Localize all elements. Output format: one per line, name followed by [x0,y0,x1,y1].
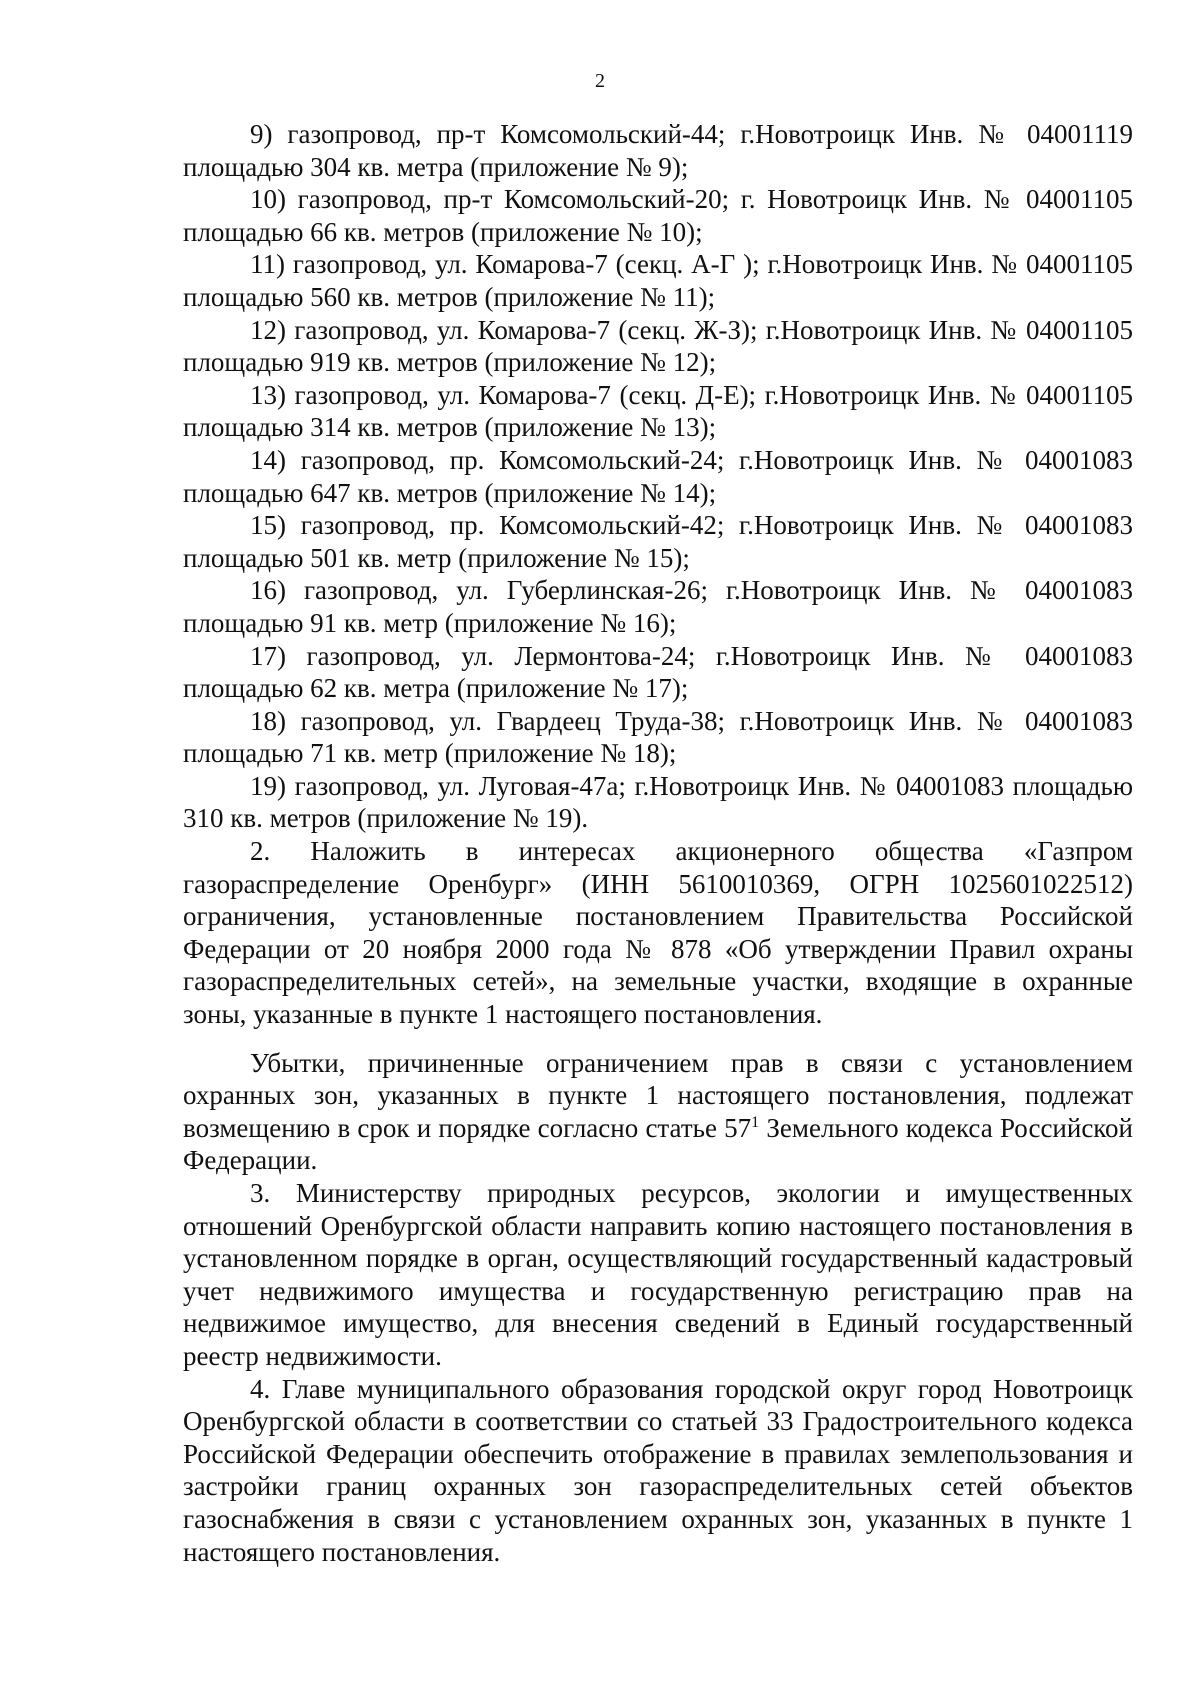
losses-text: Убытки, причиненные ограничением прав в связи с установлением охранных зон, указанных в пункте 1 настоящего постановления, подлежат возмещению в срок и порядке согласно статье 57 [183,1047,1133,1143]
list-item-9: 9) газопровод, пр-т Комсомольский-44; г.Новотроицк Инв. № 04001119 площадью 304 кв. метра (приложение № 9); [183,119,1133,182]
clause-3: 3. Министерству природных ресурсов, экологии и имущественных отношений Оренбургской области направить копию настоящего постановления в установленном порядке в орган, осуществляющий государственный кадастровый учет недвижимого имущества и государственную регистрацию прав на недвижимое имущество, для внесения сведений в Единый государственный реестр недвижимости. [183,1178,1133,1371]
list-item-10: 10) газопровод, пр-т Комсомольский-20; г. Новотроицк Инв. № 04001105 площадью 66 кв. метров (приложение № 10); [183,184,1133,247]
losses-paragraph [183,1047,1133,1177]
list-item-11: 11) газопровод, ул. Комарова-7 (секц. А-Г ); г.Новотроицк Инв. № 04001105 площадью 560 кв. метров (приложение № 11); [183,249,1133,312]
list-item-13: 13) газопровод, ул. Комарова-7 (секц. Д-Е); г.Новотроицк Инв. № 04001105 площадью 314 кв. метров (приложение № 13); [183,379,1133,443]
list-item-19: 19) газопровод, ул. Луговая-47а; г.Новотроицк Инв. № 04001083 площадью 310 кв. метров (приложение № 19). [183,770,1133,834]
list-item-12: 12) газопровод, ул. Комарова-7 (секц. Ж-З); г.Новотроицк Инв. № 04001105 площадью 919 кв. метров (приложение № 12); [183,314,1133,378]
losses-text-end: Земельного кодекса Российской Федерации. [183,1112,1134,1176]
page-number: 2 [595,70,605,92]
clause-4: 4. Главе муниципального образования городской округ город Новотроицк Оренбургской области в соответствии со статьей 33 Градостроительного кодекса Российской Федерации обеспечить отображение в правилах землепользования и застройки границ охранных зон газораспределительных сетей объектов газоснабжения в связи с установлением охранных зон, указанных в пункте 1 настоящего постановления. [183,1373,1133,1567]
list-item-17: 17) газопровод, ул. Лермонтова-24; г.Новотроицк Инв. № 04001083 площадью 62 кв. метра (приложение № 17); [183,640,1133,704]
document-body [183,118,1133,1568]
list-item-18: 18) газопровод, ул. Гвардеец Труда-38; г.Новотроицк Инв. № 04001083 площадью 71 кв. метр (приложение № 18); [183,705,1133,769]
clause-2: 2. Наложить в интересах акционерного общества «Газпром газораспределение Оренбург» (ИНН 5610010369, ОГРН 1025601022512) ограничения, установленные постановлением Правительства Российской Федерации от 20 ноября 2000 года № 878 «Об утверждении Правил охраны газораспределительных сетей», на земельные участки, входящие в охранные зоны, указанные в пункте 1 настоящего постановления. [183,836,1133,1030]
list-item-14: 14) газопровод, пр. Комсомольский-24; г.Новотроицк Инв. № 04001083 площадью 647 кв. метров (приложение № 14); [183,444,1133,508]
article-superscript: 1 [751,1113,760,1131]
list-item-16: 16) газопровод, ул. Губерлинская-26; г.Новотроицк Инв. № 04001083 площадью 91 кв. метр (приложение № 16); [183,575,1133,638]
list-item-15: 15) газопровод, пр. Комсомольский-42; г.Новотроицк Инв. № 04001083 площадью 501 кв. метр (приложение № 15); [183,510,1133,573]
